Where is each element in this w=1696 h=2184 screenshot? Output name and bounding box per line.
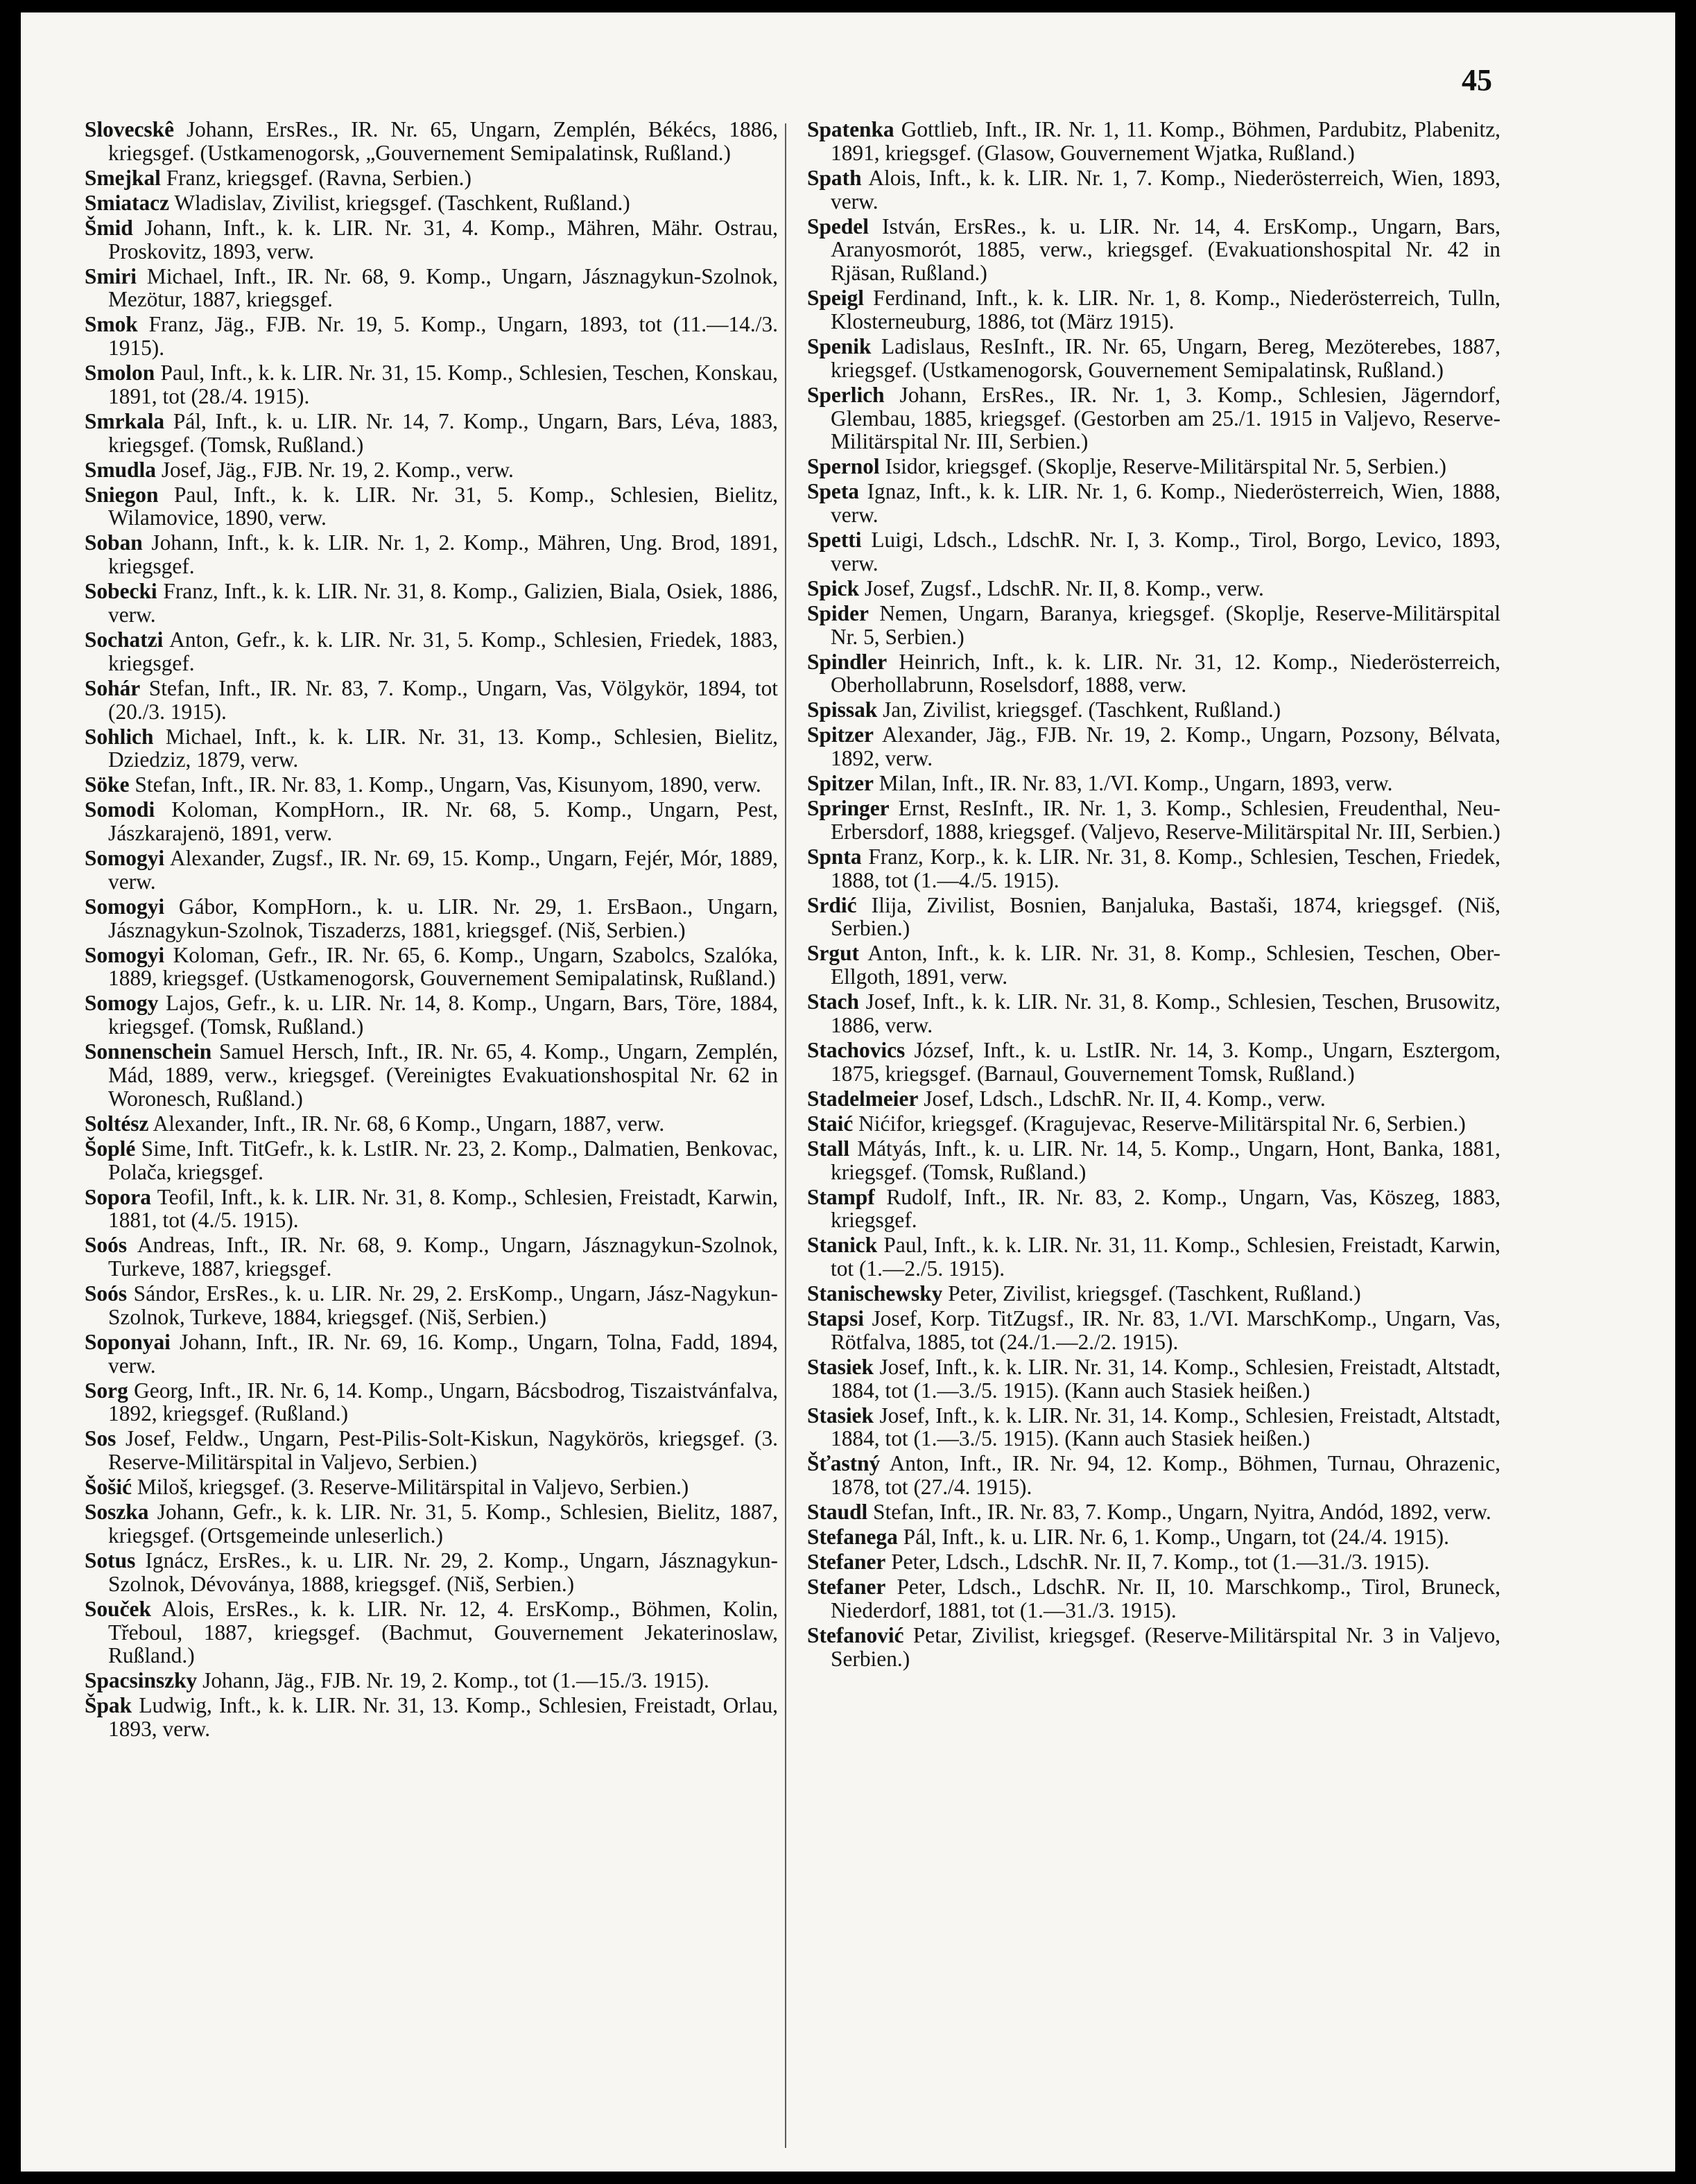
list-entry [807,1112,1500,1136]
entry-details: Sándor, ErsRes., k. u. LIR. Nr. 29, 2. ErsKomp., Ungarn, Jász-Nagykun-Szolnok, Turkeve, 1884, kriegsgef. (Niš, Serbien.) [108,1281,778,1329]
entry-details: Pál, Inft., k. u. LIR. Nr. 14, 7. Komp., Ungarn, Bars, Léva, 1883, kriegsgef. (Tomsk, Rußland.) [108,408,778,457]
list-entry [807,335,1500,382]
entry-details: Ignácz, ErsRes., k. u. LIR. Nr. 29, 2. Komp., Ungarn, Jásznagykun-Szolnok, Dévoványa, 1888, kriegsgef. (Niš, Serbien.) [108,1548,778,1596]
entry-details: Josef, Ldsch., LdschR. Nr. II, 4. Komp., verw. [924,1086,1326,1111]
list-entry [85,1282,778,1329]
entry-surname: Soban [85,530,143,555]
entry-details: Stefan, Inft., IR. Nr. 83, 7. Komp., Ungarn, Nyitra, Andód, 1892, verw. [873,1500,1491,1525]
entry-surname: Sos [85,1426,116,1451]
entry-details: Ilija, Zivilist, Bosnien, Banjaluka, Bastaši, 1874, kriegsgef. (Niš, Serbien.) [831,892,1500,941]
list-entry [85,580,778,627]
entry-surname: Sorg [85,1378,128,1403]
list-entry [807,455,1500,478]
entry-surname: Sniegon [85,482,159,507]
column-divider [785,123,786,2148]
entry-surname: Stefaner [807,1550,886,1575]
entry-details: Jan, Zivilist, kriegsgef. (Taschkent, Rußland.) [883,697,1281,722]
list-entry [807,166,1500,214]
list-entry [807,528,1500,575]
entry-surname: Spenik [807,333,872,358]
entry-surname: Spitzer [807,722,874,747]
list-entry [807,1087,1500,1111]
entry-details: Stefan, Inft., IR. Nr. 83, 7. Komp., Ungarn, Vas, Völgykör, 1894, tot (20./3. 1915). [108,675,778,724]
list-entry [85,1549,778,1596]
list-entry [85,991,778,1039]
entry-details: Gábor, KompHorn., k. u. LIR. Nr. 29, 1. ErsBaon., Ungarn, Jásznagykun-Szolnok, Tiszaderzs, 1881, kriegsgef. (Niš, Serbien.) [108,894,778,942]
list-entry [807,1282,1500,1306]
entry-details: Heinrich, Inft., k. k. LIR. Nr. 31, 12. Komp., Niederösterreich, Oberhollabrunn, Roselsdorf, 1888, verw. [831,649,1500,697]
entry-details: Teofil, Inft., k. k. LIR. Nr. 31, 8. Komp., Schlesien, Freistadt, Karwin, 1881, tot (4./5. 1915). [108,1184,778,1233]
entry-details: Josef, Inft., k. k. LIR. Nr. 31, 14. Komp., Schlesien, Freistadt, Altstadt, 1884, tot (1.—3./5. 1915). (Kann auch Stasiek heißen.) [831,1354,1500,1403]
entry-details: Ladislaus, ResInft., IR. Nr. 65, Ungarn, Bereg, Mezöterebes, 1887, kriegsgef. (Ustkamenogorsk, Gouvernement Semipalatinsk, Rußland.) [831,333,1500,382]
entry-details: Franz, kriegsgef. (Ravna, Serbien.) [166,165,471,190]
entry-surname: Sperlich [807,382,885,407]
right-column [807,118,1500,1672]
entry-details: Alois, Inft., k. k. LIR. Nr. 1, 7. Komp., Niederösterreich, Wien, 1893, verw. [831,165,1500,214]
entry-surname: Spindler [807,649,888,674]
list-entry [85,118,778,165]
list-entry [85,166,778,190]
entry-surname: Spissak [807,697,878,722]
entry-details: Wladislav, Zivilist, kriegsgef. (Taschkent, Rußland.) [174,190,630,215]
entry-surname: Spick [807,575,860,600]
entry-details: Johann, Gefr., k. k. LIR. Nr. 31, 5. Komp., Schlesien, Bielitz, 1887, kriegsgef. (Ortsgemeinde unleserlich.) [108,1500,778,1548]
list-entry [807,1355,1500,1403]
list-entry [807,577,1500,600]
list-entry [85,1040,778,1110]
entry-surname: Somogyi [85,942,165,967]
entry-surname: Šošić [85,1475,132,1500]
entry-details: Isidor, kriegsgef. (Skoplje, Reserve-Militärspital Nr. 5, Serbien.) [885,454,1447,479]
entry-surname: Smolon [85,361,155,385]
entry-details: Samuel Hersch, Inft., IR. Nr. 65, 4. Komp., Ungarn, Zemplén, Mád, 1889, verw., kriegsgef. (Vereinigtes Evakuationshospital Nr. 62 in Woronesch, Rußland.) [108,1039,778,1111]
entry-surname: Sohár [85,675,141,700]
entry-details: Koloman, KompHorn., IR. Nr. 68, 5. Komp., Ungarn, Pest, Jászkarajenö, 1891, verw. [108,797,779,846]
entry-surname: Stanick [807,1233,878,1258]
entry-details: Miloš, kriegsgef. (3. Reserve-Militärspital in Valjevo, Serbien.) [137,1475,689,1500]
list-entry [85,458,778,482]
entry-surname: Spnta [807,844,862,869]
entry-details: Ferdinand, Inft., k. k. LIR. Nr. 1, 8. Komp., Niederösterreich, Tulln, Klosterneuburg, 1886, tot (März 1915). [831,286,1500,333]
list-entry [85,628,778,675]
list-entry [85,1427,778,1474]
entry-details: Peter, Zivilist, kriegsgef. (Taschkent, Rußland.) [948,1281,1361,1306]
entry-details: Franz, Korp., k. k. LIR. Nr. 31, 8. Komp., Schlesien, Teschen, Friedek, 1888, tot (1.—4./5. 1915). [831,844,1500,892]
entry-details: Rudolf, Inft., IR. Nr. 83, 2. Komp., Ungarn, Vas, Köszeg, 1883, kriegsgef. [831,1184,1500,1233]
entry-surname: Šoplé [85,1136,136,1161]
list-entry [85,944,778,991]
list-entry [85,1500,778,1548]
entry-details: Alexander, Inft., IR. Nr. 68, 6 Komp., Ungarn, 1887, verw. [153,1111,665,1136]
entry-details: Paul, Inft., k. k. LIR. Nr. 31, 15. Komp., Schlesien, Teschen, Konskau, 1891, tot (28./4. 1915). [108,361,778,408]
list-entry [807,1624,1500,1671]
entry-surname: Sotus [85,1548,136,1573]
entry-details: Franz, Inft., k. k. LIR. Nr. 31, 8. Komp., Galizien, Biala, Osiek, 1886, verw. [108,579,778,627]
entry-surname: Smejkal [85,165,161,190]
entry-surname: Spetti [807,528,862,553]
list-entry [85,1233,778,1281]
entry-details: Petar, Zivilist, kriegsgef. (Reserve-Militärspital Nr. 3 in Valjevo, Serbien.) [831,1622,1500,1671]
list-entry [85,1331,778,1378]
page-number: 45 [1462,63,1492,97]
entry-surname: Souček [85,1596,151,1621]
entry-details: Alexander, Zugsf., IR. Nr. 69, 15. Komp., Ungarn, Fejér, Mór, 1889, verw. [108,846,778,894]
entry-details: Paul, Inft., k. k. LIR. Nr. 31, 11. Komp., Schlesien, Freistadt, Karwin, tot (1.—2./5. 1915). [831,1233,1500,1281]
list-entry [807,723,1500,770]
entry-surname: Stall [807,1136,850,1161]
entry-surname: Šťastný [807,1451,881,1476]
entry-surname: Staudl [807,1500,868,1525]
entry-surname: Sochatzi [85,627,164,652]
entry-surname: Smok [85,312,138,337]
entry-surname: Stadelmeier [807,1086,919,1111]
entry-details: Ludwig, Inft., k. k. LIR. Nr. 31, 13. Komp., Schlesien, Freistadt, Orlau, 1893, verw. [108,1693,778,1742]
list-entry [807,772,1500,795]
entry-details: Nićifor, kriegsgef. (Kragujevac, Reserve-Militärspital Nr. 6, Serbien.) [858,1111,1466,1136]
entry-details: Ignaz, Inft., k. k. LIR. Nr. 1, 6. Komp., Niederösterreich, Wien, 1888, verw. [831,479,1500,528]
entry-surname: Soponyai [85,1329,171,1354]
entry-surname: Stefanega [807,1525,898,1550]
list-entry [85,798,778,845]
list-entry [85,1112,778,1136]
list-entry [807,1137,1500,1184]
entry-details: Johann, Inft., k. k. LIR. Nr. 1, 2. Komp., Mähren, Ung. Brod, 1891, kriegsgef. [108,530,778,579]
entry-surname: Srdić [807,892,857,917]
list-entry [807,1307,1500,1354]
entry-surname: Spitzer [807,771,874,796]
list-entry [85,361,778,408]
entry-surname: Smudla [85,457,156,482]
entry-details: Peter, Ldsch., LdschR. Nr. II, 10. Marschkomp., Tirol, Bruneck, Niederdorf, 1881, tot (1.—31./3. 1915). [831,1575,1500,1622]
entry-surname: Speigl [807,286,864,311]
entry-surname: Srgut [807,941,859,966]
entry-surname: Speta [807,479,859,504]
entry-surname: Söke [85,772,130,797]
entry-surname: Stasiek [807,1354,874,1379]
scanned-page [21,12,1675,2172]
entry-details: Pál, Inft., k. u. LIR. Nr. 6, 1. Komp., Ungarn, tot (24./4. 1915). [903,1525,1449,1550]
list-entry [807,480,1500,527]
list-entry [85,847,778,894]
list-entry [807,1550,1500,1574]
entry-surname: Soszka [85,1500,149,1525]
list-entry [807,1525,1500,1549]
list-entry [807,602,1500,649]
entry-details: Josef, Inft., k. k. LIR. Nr. 31, 14. Komp., Schlesien, Freistadt, Altstadt, 1884, tot (1.—3./5. 1915). (Kann auch Stasiek heißen.) [831,1403,1500,1451]
entry-surname: Staić [807,1111,854,1136]
list-entry [807,990,1500,1037]
entry-surname: Somodi [85,797,155,822]
list-entry [807,942,1500,989]
entry-details: Alois, ErsRes., k. k. LIR. Nr. 12, 4. ErsKomp., Böhmen, Kolin, Třeboul, 1887, kriegsgef. (Bachmut, Gouvernement Jekaterinoslaw, Rußland.) [108,1596,779,1668]
entry-surname: Spatenka [807,117,894,141]
entry-surname: Sobecki [85,579,157,604]
entry-details: Johann, Jäg., FJB. Nr. 19, 2. Komp., tot (1.—15./3. 1915). [202,1668,709,1693]
entry-surname: Sonnenschein [85,1039,212,1064]
entry-surname: Somogyi [85,894,165,919]
list-entry [85,1379,778,1426]
list-entry [85,265,778,312]
entry-surname: Soltész [85,1111,149,1136]
entry-details: Johann, Inft., IR. Nr. 69, 16. Komp., Ungarn, Tolna, Fadd, 1894, verw. [108,1329,778,1378]
entry-details: József, Inft., k. u. LstIR. Nr. 14, 3. Komp., Ungarn, Esztergom, 1875, kriegsgef. (Barnaul, Gouvernement Tomsk, Rußland.) [831,1038,1500,1086]
entry-details: Georg, Inft., IR. Nr. 6, 14. Komp., Ungarn, Bácsbodrog, Tiszaistvánfalva, 1892, kriegsgef. (Rußland.) [108,1378,778,1426]
entry-details: Josef, Jäg., FJB. Nr. 19, 2. Komp., verw. [161,457,514,482]
entry-surname: Stefanović [807,1622,904,1647]
entry-details: Anton, Inft., IR. Nr. 94, 12. Komp., Böhmen, Turnau, Ohrazenic, 1878, tot (27./4. 1915). [831,1451,1500,1500]
list-entry [85,1475,778,1499]
list-entry [807,894,1500,941]
entry-details: Sime, Inft. TitGefr., k. k. LstIR. Nr. 23, 2. Komp., Dalmatien, Benkovac, Polača, kriegsgef. [108,1136,778,1184]
entry-details: Johann, ErsRes., IR. Nr. 1, 3. Komp., Schlesien, Jägerndorf, Glembau, 1885, kriegsgef. (Gestorben am 25./1. 1915 in Valjevo, Reserve-Militärspital Nr. III, Serbien.) [831,382,1500,454]
left-column [85,118,778,1742]
entry-details: Stefan, Inft., IR. Nr. 83, 1. Komp., Ungarn, Vas, Kisunyom, 1890, verw. [135,772,761,797]
entry-details: Josef, Feldw., Ungarn, Pest-Pilis-Solt-Kiskun, Nagykörös, kriegsgef. (3. Reserve-Militärspital in Valjevo, Serbien.) [108,1426,778,1475]
entry-surname: Stach [807,989,859,1014]
list-entry [85,677,778,724]
list-entry [85,410,778,457]
entry-details: Nemen, Ungarn, Baranya, kriegsgef. (Skoplje, Reserve-Militärspital Nr. 5, Serbien.) [831,600,1500,649]
list-entry [85,313,778,360]
entry-surname: Stasiek [807,1403,874,1428]
list-entry [807,286,1500,333]
list-entry [85,216,778,263]
entry-details: Lajos, Gefr., k. u. LIR. Nr. 14, 8. Komp., Ungarn, Bars, Töre, 1884, kriegsgef. (Tomsk, Rußland.) [108,991,778,1039]
list-entry [807,698,1500,722]
entry-details: Franz, Jäg., FJB. Nr. 19, 5. Komp., Ungarn, 1893, tot (11.—14./3. 1915). [108,312,778,361]
entry-details: Josef, Zugsf., LdschR. Nr. II, 8. Komp., verw. [864,575,1264,600]
list-entry [85,531,778,578]
entry-details: Gottlieb, Inft., IR. Nr. 1, 11. Komp., Böhmen, Pardubitz, Plabenitz, 1891, kriegsgef. (Glasow, Gouvernement Wjatka, Rußland.) [831,117,1500,165]
entry-surname: Somogy [85,991,159,1016]
entry-details: Josef, Korp. TitZugsf., IR. Nr. 83, 1./VI. MarschKomp., Ungarn, Vas, Rötfalva, 1885, tot (24./1.—2./2. 1915). [831,1306,1500,1354]
entry-surname: Stefaner [807,1575,886,1600]
entry-surname: Smiri [85,263,137,288]
list-entry [85,725,778,772]
entry-details: Koloman, Gefr., IR. Nr. 65, 6. Komp., Ungarn, Szabolcs, Szalóka, 1889, kriegsgef. (Ustkamenogorsk, Gouvernement Semipalatinsk, Rußland.) [108,942,778,991]
entry-surname: Smrkala [85,408,165,433]
list-entry [807,215,1500,285]
list-entry [807,845,1500,892]
list-entry [85,191,778,215]
entry-surname: Šmid [85,215,133,240]
list-entry [85,895,778,942]
entry-surname: Soós [85,1233,128,1258]
entry-surname: Smiatacz [85,190,170,215]
entry-surname: Spider [807,600,869,625]
entry-surname: Sopora [85,1184,151,1209]
list-entry [85,1694,778,1741]
list-entry [807,1575,1500,1622]
entry-surname: Spacsinszky [85,1668,198,1693]
list-entry [807,1233,1500,1281]
entry-details: István, ErsRes., k. u. LIR. Nr. 14, 4. ErsKomp., Ungarn, Bars, Aranyosmorót, 1885, verw., kriegsgef. (Evakuationshospital Nr. 42 in Rjäsan, Rußland.) [831,214,1500,286]
entry-details: Alexander, Jäg., FJB. Nr. 19, 2. Komp., Ungarn, Pozsony, Bélvata, 1892, verw. [831,722,1500,771]
entry-surname: Stanischewsky [807,1281,943,1306]
list-entry [85,773,778,797]
entry-surname: Slovecskê [85,117,175,141]
list-entry [807,118,1500,165]
list-entry [807,650,1500,697]
entry-details: Milan, Inft., IR. Nr. 83, 1./VI. Komp., Ungarn, 1893, verw. [879,771,1393,796]
entry-surname: Stapsi [807,1306,865,1331]
list-entry [807,1452,1500,1499]
list-entry [85,1597,778,1667]
entry-surname: Soós [85,1281,128,1306]
entry-details: Anton, Gefr., k. k. LIR. Nr. 31, 5. Komp., Schlesien, Friedek, 1883, kriegsgef. [108,627,779,675]
entry-details: Johann, ErsRes., IR. Nr. 65, Ungarn, Zemplén, Békécs, 1886, kriegsgef. (Ustkamenogorsk, „Gouvernement Semipalatinsk, Rußland.) [108,117,778,165]
list-entry [85,1186,778,1233]
entry-surname: Špak [85,1693,132,1718]
entry-surname: Sohlich [85,724,154,749]
list-entry [807,1500,1500,1524]
entry-surname: Somogyi [85,846,165,871]
entry-details: Ernst, ResInft., IR. Nr. 1, 3. Komp., Schlesien, Freudenthal, Neu-Erbersdorf, 1888, kriegsgef. (Valjevo, Reserve-Militärspital Nr. III, Serbien.) [831,796,1500,844]
entry-details: Michael, Inft., IR. Nr. 68, 9. Komp., Ungarn, Jásznagykun-Szolnok, Mezötur, 1887, kriegsgef. [108,263,778,312]
entry-details: Andreas, Inft., IR. Nr. 68, 9. Komp., Ungarn, Jásznagykun-Szolnok, Turkeve, 1887, kriegsgef. [108,1233,778,1281]
entry-surname: Stachovics [807,1038,906,1063]
entry-surname: Stampf [807,1184,875,1209]
list-entry [807,1404,1500,1451]
entry-surname: Spedel [807,214,869,239]
list-entry [807,383,1500,453]
entry-details: Luigi, Ldsch., LdschR. Nr. I, 3. Komp., Tirol, Borgo, Levico, 1893, verw. [831,528,1500,575]
list-entry [85,1669,778,1692]
entry-surname: Spath [807,165,862,190]
entry-surname: Springer [807,796,890,821]
list-entry [807,1039,1500,1086]
entry-details: Anton, Inft., k. k. LIR. Nr. 31, 8. Komp., Schlesien, Teschen, Ober-Ellgoth, 1891, verw. [831,941,1500,989]
list-entry [85,1137,778,1184]
entry-details: Michael, Inft., k. k. LIR. Nr. 31, 13. Komp., Schlesien, Bielitz, Dziedziz, 1879, verw. [108,724,778,772]
list-entry [85,483,778,530]
entry-details: Johann, Inft., k. k. LIR. Nr. 31, 4. Komp., Mähren, Mähr. Ostrau, Proskovitz, 1893, verw. [108,215,778,263]
entry-details: Josef, Inft., k. k. LIR. Nr. 31, 8. Komp., Schlesien, Teschen, Brusowitz, 1886, verw. [831,989,1500,1038]
entry-surname: Spernol [807,454,880,479]
entry-details: Mátyás, Inft., k. u. LIR. Nr. 14, 5. Komp., Ungarn, Hont, Banka, 1881, kriegsgef. (Tomsk, Rußland.) [831,1136,1500,1184]
list-entry [807,797,1500,844]
entry-details: Paul, Inft., k. k. LIR. Nr. 31, 5. Komp., Schlesien, Bielitz, Wilamovice, 1890, verw. [108,482,778,530]
list-entry [807,1186,1500,1233]
entry-details: Peter, Ldsch., LdschR. Nr. II, 7. Komp., tot (1.—31./3. 1915). [891,1550,1430,1575]
